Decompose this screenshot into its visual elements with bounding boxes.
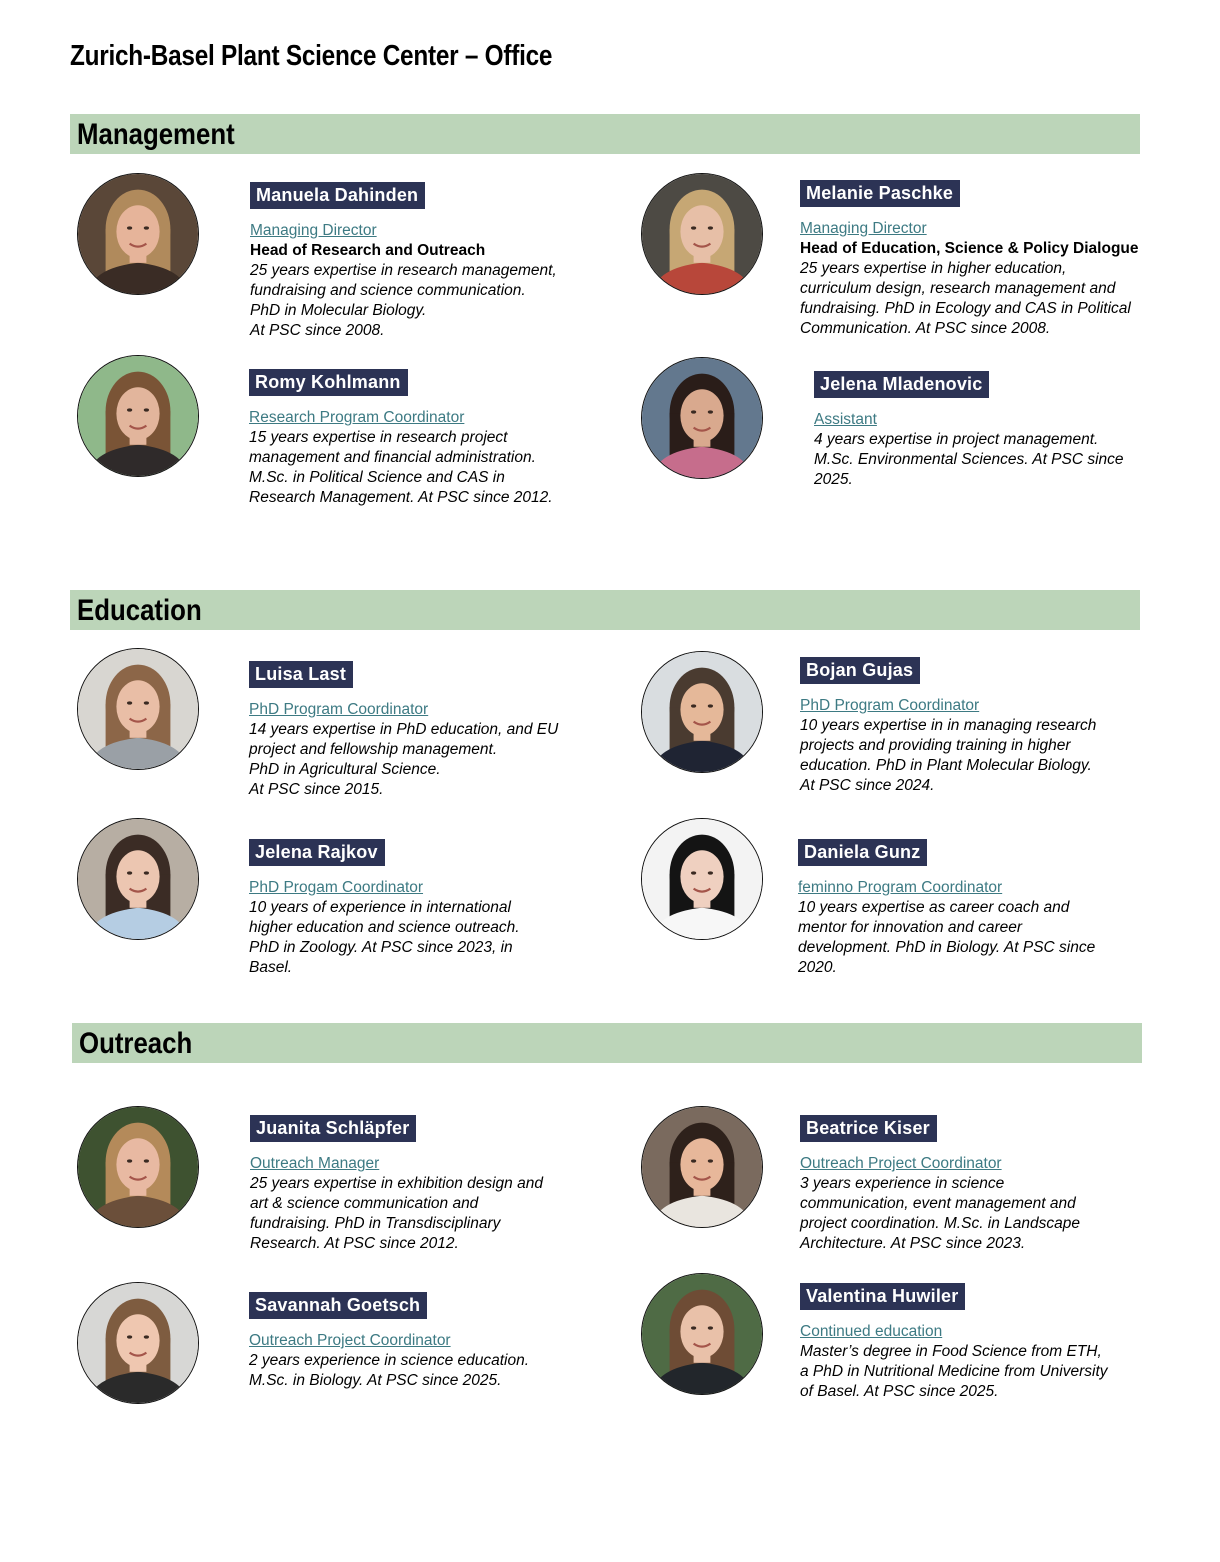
staff-bio: 15 years expertise in research project management and financial administration. M.Sc. in Political Science and CAS in Research Management. At PSC since 2012. bbox=[249, 429, 553, 506]
staff-card-savannah-goetsch bbox=[249, 1292, 599, 1391]
staff-role-link[interactable]: PhD Progam Coordinator bbox=[249, 879, 424, 896]
staff-name: Daniela Gunz bbox=[798, 839, 927, 866]
section-title: Education bbox=[77, 594, 202, 627]
staff-bio: 14 years expertise in PhD education, and EU project and fellowship management. PhD in Agricultural Science. At PSC since 2015. bbox=[249, 721, 559, 798]
staff-name: Luisa Last bbox=[249, 661, 353, 688]
section-title: Management bbox=[77, 118, 235, 151]
portrait-photo bbox=[77, 1282, 199, 1404]
portrait-photo bbox=[641, 1106, 763, 1228]
page-title: Zurich-Basel Plant Science Center – Office bbox=[70, 40, 553, 72]
staff-role-link[interactable]: Outreach Project Coordinator bbox=[800, 1155, 1002, 1172]
staff-role-link[interactable]: Research Program Coordinator bbox=[249, 409, 465, 426]
staff-card-jelena-rajkov bbox=[249, 839, 599, 978]
portrait-photo bbox=[641, 818, 763, 940]
staff-name: Valentina Huwiler bbox=[800, 1283, 965, 1310]
staff-role-link[interactable]: Managing Director bbox=[800, 220, 927, 237]
staff-bio: 4 years expertise in project management. M.Sc. Environmental Sciences. At PSC since 2025. bbox=[814, 431, 1124, 488]
section-header-outreach bbox=[72, 1023, 1142, 1063]
staff-name: Juanita Schläpfer bbox=[250, 1115, 416, 1142]
staff-name: Beatrice Kiser bbox=[800, 1115, 937, 1142]
staff-bio: 10 years expertise in in managing research projects and providing training in higher education. PhD in Plant Molecular Biology. At PSC since 2024. bbox=[800, 717, 1097, 794]
staff-bio: 25 years expertise in exhibition design and art & science communication and fundraising. PhD in Transdisciplinary Research. At PSC since 2012. bbox=[250, 1175, 543, 1252]
staff-card-juanita-schlapfer bbox=[250, 1115, 600, 1254]
staff-card-melanie-paschke bbox=[800, 180, 1150, 339]
portrait-photo bbox=[641, 173, 763, 295]
staff-role-link[interactable]: Continued education bbox=[800, 1323, 943, 1340]
staff-role-link[interactable]: PhD Program Coordinator bbox=[249, 701, 429, 718]
staff-card-luisa-last bbox=[249, 661, 599, 800]
portrait-photo bbox=[641, 357, 763, 479]
portrait-photo bbox=[77, 1106, 199, 1228]
staff-name: Jelena Mladenovic bbox=[814, 371, 989, 398]
staff-bio: 10 years of experience in international higher education and science outreach. PhD in Zoology. At PSC since 2023, in Basel. bbox=[249, 899, 520, 976]
staff-role-link[interactable]: Managing Director bbox=[250, 222, 377, 239]
staff-bio: 10 years expertise as career coach and mentor for innovation and career development. PhD in Biology. At PSC since 2020. bbox=[798, 899, 1096, 976]
staff-card-daniela-gunz bbox=[798, 839, 1148, 978]
staff-bio: Master’s degree in Food Science from ETH, a PhD in Nutritional Medicine from University of Basel. At PSC since 2025. bbox=[800, 1343, 1108, 1400]
staff-card-valentina-huwiler bbox=[800, 1283, 1150, 1402]
portrait-photo bbox=[77, 355, 199, 477]
staff-name: Bojan Gujas bbox=[800, 657, 920, 684]
staff-name: Melanie Paschke bbox=[800, 180, 960, 207]
staff-bio: 25 years expertise in higher education, curriculum design, research management and fundraising. PhD in Ecology and CAS in Political Communication. At PSC since 2008. bbox=[800, 260, 1131, 337]
staff-card-jelena-mladenovic bbox=[814, 371, 1164, 490]
staff-role-link[interactable]: Assistant bbox=[814, 411, 877, 428]
staff-card-beatrice-kiser bbox=[800, 1115, 1150, 1254]
staff-bio: 3 years experience in science communication, event management and project coordination. M.Sc. in Landscape Architecture. At PSC since 2023. bbox=[800, 1175, 1081, 1252]
staff-role-link[interactable]: feminno Program Coordinator bbox=[798, 879, 1003, 896]
staff-name: Savannah Goetsch bbox=[249, 1292, 427, 1319]
staff-name: Romy Kohlmann bbox=[249, 369, 408, 396]
section-header-management bbox=[70, 114, 1140, 154]
staff-role-link[interactable]: Outreach Project Coordinator bbox=[249, 1332, 451, 1349]
section-title: Outreach bbox=[79, 1027, 193, 1060]
staff-role-link[interactable]: Outreach Manager bbox=[250, 1155, 380, 1172]
portrait-photo bbox=[77, 173, 199, 295]
section-header-education bbox=[70, 590, 1140, 630]
portrait-photo bbox=[641, 1273, 763, 1395]
staff-headline: Head of Research and Outreach bbox=[250, 242, 486, 259]
staff-card-manuela-dahinden bbox=[250, 182, 600, 341]
staff-card-romy-kohlmann bbox=[249, 369, 599, 508]
staff-name: Jelena Rajkov bbox=[249, 839, 385, 866]
staff-bio: 2 years experience in science education. M.Sc. in Biology. At PSC since 2025. bbox=[249, 1352, 530, 1389]
staff-role-link[interactable]: PhD Program Coordinator bbox=[800, 697, 980, 714]
staff-bio: 25 years expertise in research management, fundraising and science communication. PhD in Molecular Biology. At PSC since 2008. bbox=[250, 262, 557, 339]
portrait-photo bbox=[77, 818, 199, 940]
staff-card-bojan-gujas bbox=[800, 657, 1150, 796]
portrait-photo bbox=[77, 648, 199, 770]
staff-headline: Head of Education, Science & Policy Dialogue bbox=[800, 240, 1139, 257]
portrait-photo bbox=[641, 651, 763, 773]
staff-name: Manuela Dahinden bbox=[250, 182, 425, 209]
